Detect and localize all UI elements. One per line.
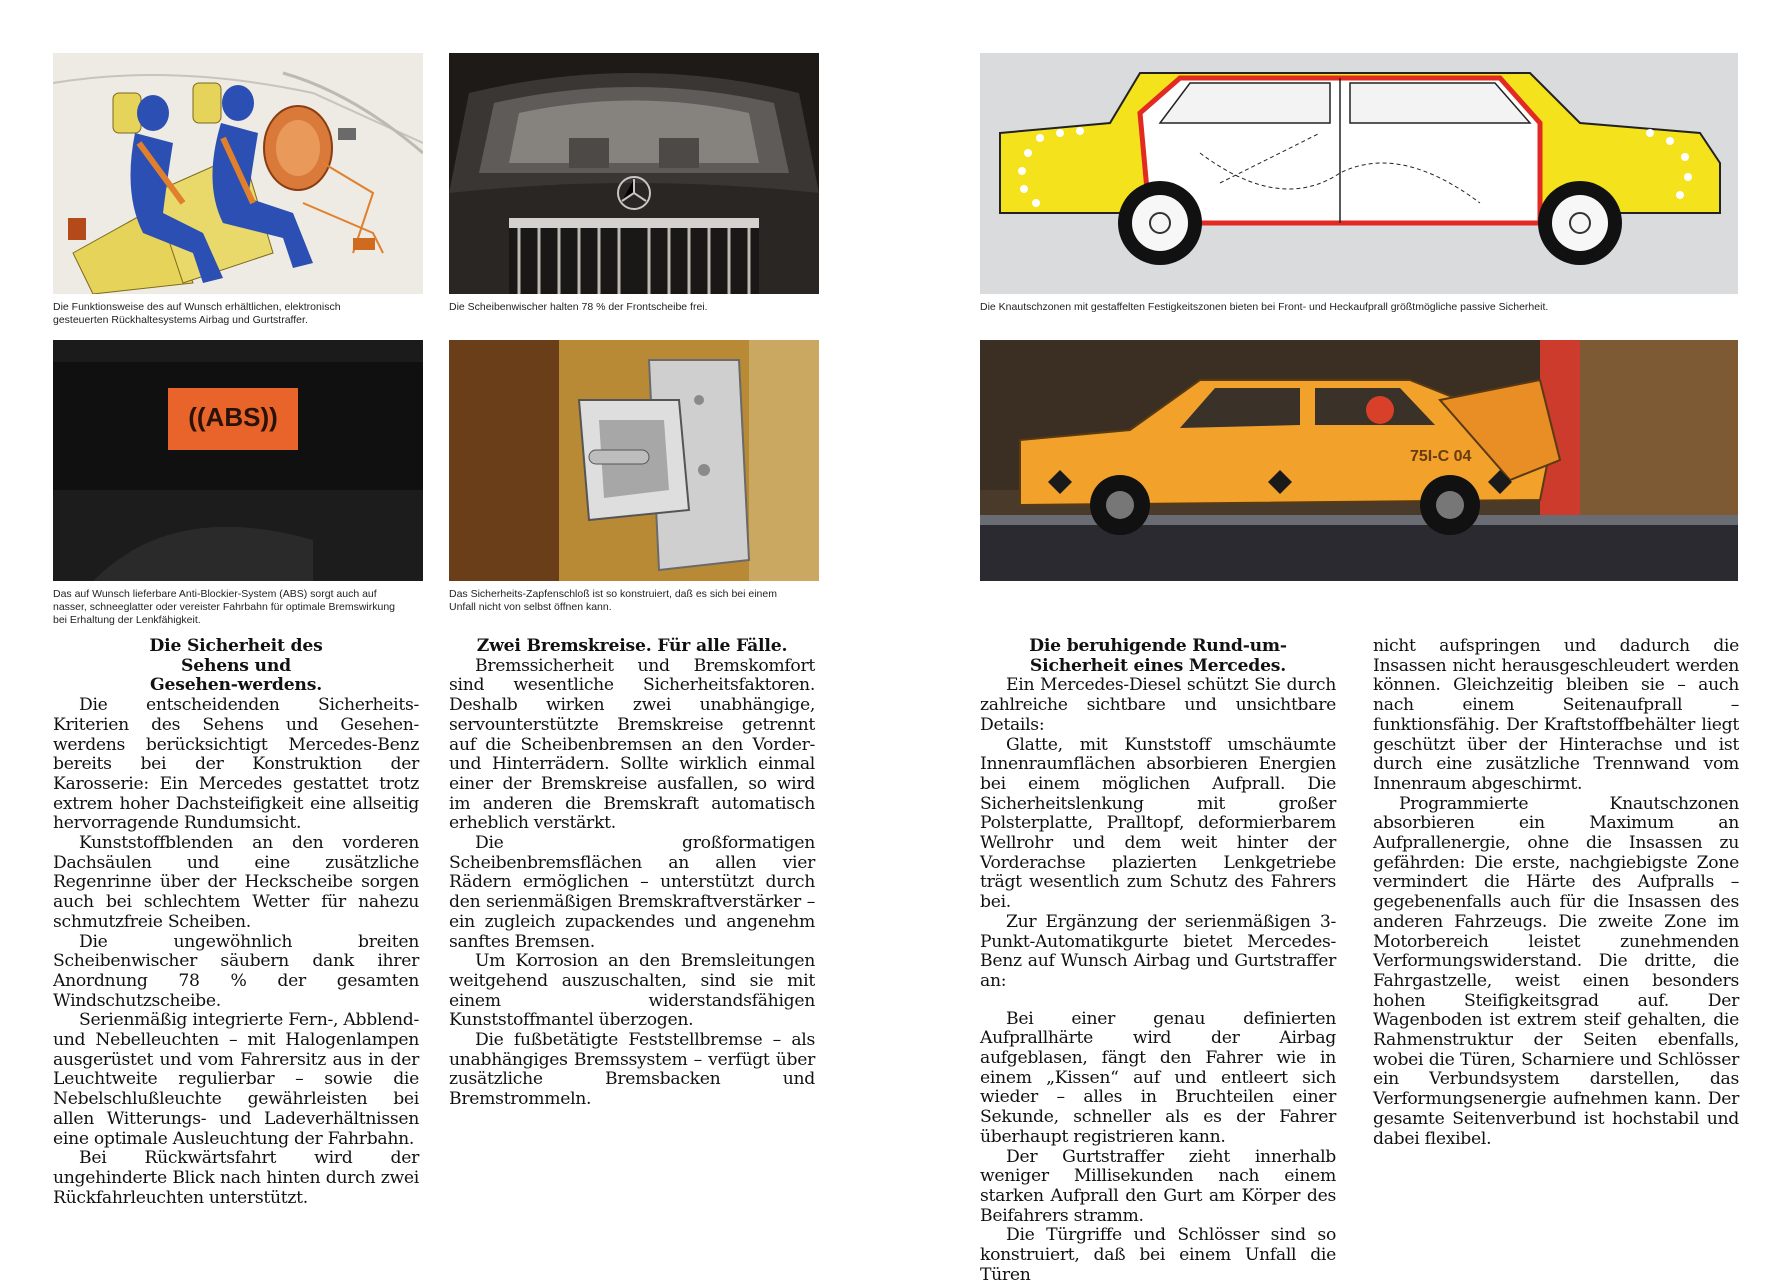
brakes-p4: Die fußbetätigte Feststellbremse – als unabhängiges Bremssystem – verfügt über zusätzliche Bremsbacken und Bremstrommeln. (449, 1030, 815, 1110)
allround-p5: Der Gurtstraffer zieht innerhalb weniger Millisekunden nach einem starken Aufprall den Gurt am Körper des Beifahrers stramm. (980, 1146, 1336, 1226)
wiper-caption: Die Scheibenwischer halten 78 % der Frontscheibe frei. (449, 301, 708, 313)
airbag-illustration (53, 53, 423, 294)
article-allround-part2 (1373, 637, 1739, 1149)
vision-p1: Die entscheidenden Sicherheits-Kriterien des Sehens und Gesehen-werdens berücksichtigt Mercedes-Benz bereits bei der Konstruktion der Karosserie: Ein Mercedes gestattet trotz extrem hoher Dachsteifigkeit eine allseitig hervorragende Rundumsicht. (53, 695, 419, 834)
windshield-photo (449, 53, 819, 294)
allround-p1: Ein Mercedes-Diesel schützt Sie durch zahlreiche sichtbare und unsichtbare Details: (980, 675, 1336, 735)
heading-brakes: Zwei Bremskreise. Für alle Fälle. (476, 636, 788, 656)
brakes-p2: Die großformatigen Scheibenbremsflächen an allen vier Rädern ermöglichen – unterstützt durch den serienmäßigen Bremskraftverstärker – ein zugleich zupackendes und angenehm sanftes Bremsen. (449, 833, 815, 952)
crumple-zone-diagram (980, 53, 1738, 294)
abs-lamp-label: ((ABS)) (188, 402, 278, 432)
allround-p7: nicht aufspringen und dadurch die Insassen nicht herausgeschleudert werden können. Gleichzeitig bleiben sie – auch nach einem Seitenaufprall – funktionsfähig. Der Kraftstoffbehälter liegt geschützt über der Hinterachse und ist durch eine zusätzliche Trennwand vom Innenraum abgeschirmt. (1373, 636, 1739, 794)
vision-p5: Bei Rückwärtsfahrt wird der ungehinderte Blick nach hinten durch zwei Rückfahrleuchten unterstützt. (53, 1148, 419, 1208)
brakes-p1: Bremssicherheit und Bremskomfort sind wesentliche Sicherheitsfaktoren. Deshalb wirken zwei unabhängige, servounterstützte Bremskreise getrennt auf die Scheibenbremsen an den Vorder- und Hinterrädern. Sollte wirklich einmal einer der Bremskreise ausfallen, so wird im anderen die Bremskraft automatisch erheblich verstärkt. (449, 655, 815, 834)
article-vision (53, 637, 419, 1208)
vision-p4: Serienmäßig integrierte Fern-, Abblend- und Nebelleuchten – mit Halogenlampen ausgerüstet und vom Fahrersitz aus in der Leuchtweite regulierbar – sowie die Nebelschlußleuchte gewährleisten bei allen Witterungs- und Ladeverhältnissen eine optimale Ausleuchtung der Fahrbahn. (53, 1010, 419, 1149)
crumple-zone-caption: Die Knautschzonen mit gestaffelten Festigkeitszonen bieten bei Front- und Heckaufprall größtmögliche passive Sicherheit. (980, 301, 1549, 313)
heading-allround: Die beruhigende Rund-um-Sicherheit eines Mercedes. (1029, 636, 1287, 676)
allround-p3: Zur Ergänzung der serienmäßigen 3-Punkt-Automatikgurte bietet Mercedes-Benz auf Wunsch Airbag und Gurtstraffer an: (980, 911, 1336, 991)
allround-p4: Bei einer genau definierten Aufprallhärte wird der Airbag aufgeblasen, fängt den Fahrer wie in einem „Kissen“ auf und entleert sich wieder – alles in Bruchteilen einer Sekunde, schneller als es der Fahrer überhaupt registrieren kann. (980, 1008, 1336, 1147)
allround-p8: Programmierte Knautschzonen absorbieren ein Maximum an Aufprallenergie, ohne die Insassen zu gefährden: Die erste, nachgiebigste Zone vermindert die Härte des Aufpralls – gegebenenfalls auch für die Insassen des anderen Fahrzeugs. Die zweite Zone im Motorbereich leistet zunehmenden Verformungswiderstand. Die dritte, die Fahrgastzelle, weist einen besonders hohen Steifigkeitsgrad auf. Der Wagenboden ist extrem steif gehalten, die Rahmenstruktur der Seiten ebenfalls, wobei die Türen, Scharniere und Schlösser ein Verbundsystem darstellen, das Verformungsenergie aufnehmen kann. Der gesamte Seitenverbund ist hochstabil und dabei flexibel. (1373, 793, 1739, 1149)
vision-p3: Die ungewöhnlich breiten Scheibenwischer säubern dank ihrer Anordnung 78 % der gesamten Windschutzscheibe. (53, 931, 419, 1011)
door-lock-photo (449, 340, 819, 581)
article-brakes (449, 637, 815, 1110)
crash-car-marking: 75I-C 04 (1410, 448, 1472, 465)
abs-caption: Das auf Wunsch lieferbare Anti-Blockier-System (ABS) sorgt auch auf nasser, schneeglatter oder vereister Fahrbahn für optimale Bremswirkung bei Erhaltung der Lenkfähigkeit. (53, 588, 395, 626)
airbag-caption: Die Funktionsweise des auf Wunsch erhältlichen, elektronisch gesteuerten Rückhaltesystems Airbag und Gurtstraffer. (53, 301, 341, 326)
abs-lamp-photo (53, 340, 423, 581)
brakes-p3: Um Korrosion an den Bremsleitungen weitgehend auszuschalten, sind sie mit einem widerstandsfähigen Kunststoffmantel überzogen. (449, 951, 815, 1031)
allround-p6: Die Türgriffe und Schlösser sind so konstruiert, daß bei einem Unfall die Türen (980, 1225, 1336, 1285)
vision-p2: Kunststoffblenden an den vorderen Dachsäulen und eine zusätzliche Regenrinne über der Heckscheibe sorgen auch bei schlechtem Wetter für nahezu schmutzfreie Scheiben. (53, 833, 419, 932)
crash-test-photo (980, 340, 1738, 581)
article-allround-part1 (980, 637, 1336, 1286)
door-lock-caption: Das Sicherheits-Zapfenschloß ist so konstruiert, daß es sich bei einem Unfall nicht von selbst öffnen kann. (449, 588, 777, 613)
heading-vision: Die Sicherheit des Sehens und Gesehen-werdens. (149, 636, 323, 696)
allround-p2: Glatte, mit Kunststoff umschäumte Innenraumflächen absorbieren Energien bei einem möglichen Aufprall. Die Sicherheitslenkung mit großer Polsterplatte, Pralltopf, deformierbarem Wellrohr und dem weit hinter der Vorderachse plazierten Lenkgetriebe trägt wesentlich zum Schutz des Fahrers bei. (980, 734, 1336, 913)
